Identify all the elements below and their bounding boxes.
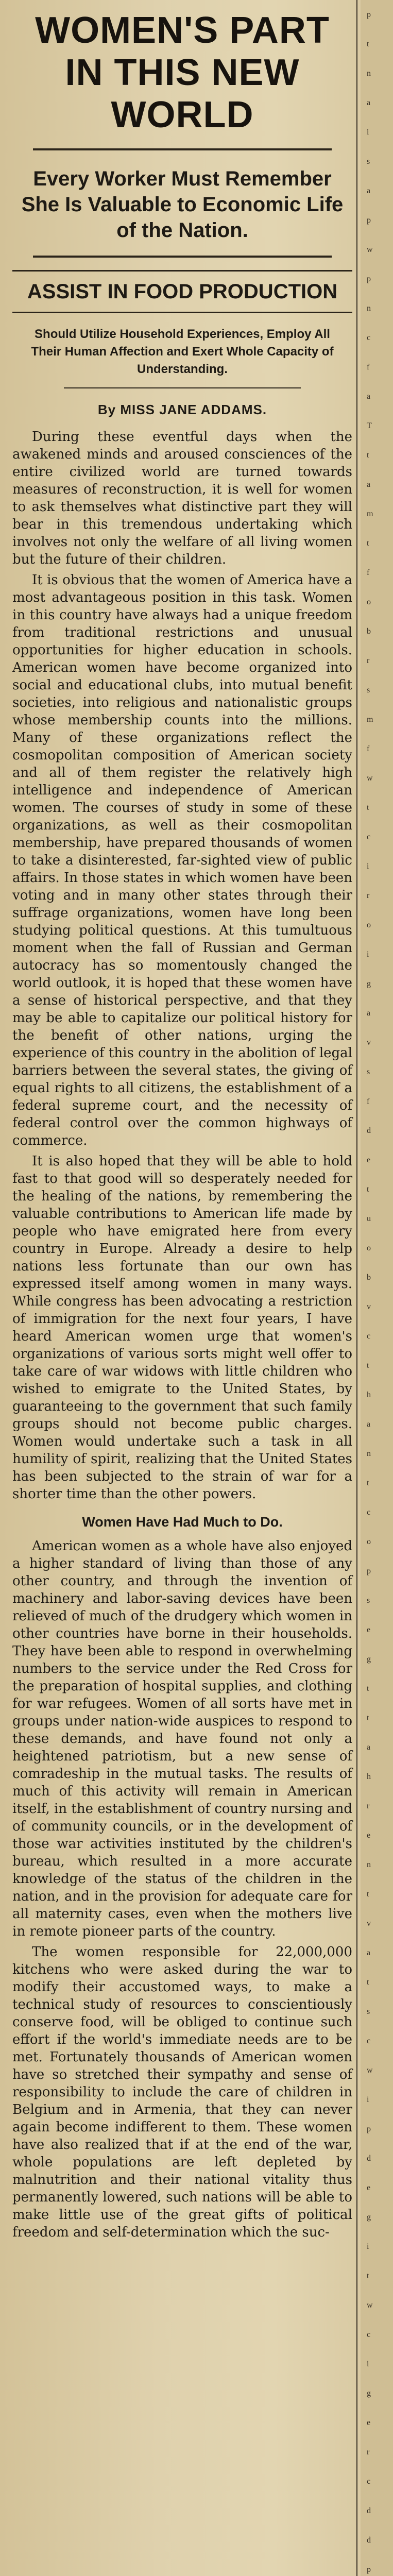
margin-fragment: g (367, 2389, 371, 2398)
margin-fragment: d (367, 2506, 371, 2515)
column-rule (356, 0, 357, 2576)
margin-fragment: a (367, 1009, 371, 1018)
paragraph: It is obvious that the women of America have a most advantageous position in this task. Women in this country have always had a unique freedom from traditional restrictions and unusual opportunities for higher education in schools. American women have become organized into social and educational clubs, into mutual benefit societies, into religious and nationalistic groups whose membership counts into the millions. Many of these organizations reflect the cosmopolitan composition of American society and all of them register the relatively high intelligence and independence of American women. The courses of study in some of these organizations, as well as their cosmopolitan membership, have prepared thousands of women to take a disinterested, far-sighted view of public affairs. In those states in which women have been voting and in many other states through their suffrage organizations, women have long been studying political questions. At this tumultuous moment when the fall of Russian and German autocracy has so momentously changed the world outlook, it is hoped that these women have a sense of historical perspective, and that they may be able to capitalize our political history for the benefit of other nations, urging the experience of this country in the abolition of legal barriers between the several states, the giving of equal rights to all citizens, the establishment of a federal supreme court, and the necessity of federal control over the common highways of commerce. (12, 572, 352, 1148)
margin-fragment: v (367, 1919, 371, 1928)
margin-fragment: f (367, 363, 370, 371)
margin-fragment: n (367, 304, 371, 313)
margin-fragment: v (367, 1038, 371, 1047)
margin-fragment: r (367, 2448, 370, 2456)
margin-fragment: f (367, 744, 370, 753)
margin-fragment: e (367, 1156, 371, 1164)
margin-fragment: o (367, 921, 371, 929)
margin-fragment: u (367, 1214, 371, 1223)
margin-fragment: g (367, 1655, 371, 1664)
subhead: ASSIST IN FOOD PRODUCTION (12, 270, 352, 313)
margin-fragment: e (367, 2418, 371, 2427)
margin-fragment: i (367, 2095, 369, 2104)
margin-fragment: c (367, 2037, 371, 2045)
margin-fragment: b (367, 1273, 371, 1282)
margin-fragment: i (367, 862, 369, 871)
margin-fragment: w (367, 245, 373, 254)
margin-fragment: a (367, 187, 371, 195)
margin-fragment: a (367, 1948, 371, 1957)
margin-fragment: t (367, 1714, 369, 1722)
headline-divider (33, 148, 332, 150)
margin-fragment: i (367, 950, 369, 959)
margin-fragment: a (367, 480, 371, 489)
margin-fragment: a (367, 1420, 371, 1429)
margin-fragment: s (367, 686, 370, 694)
margin-fragment: r (367, 1802, 370, 1810)
paragraph: It is also hoped that they will be able to hold fast to that good will so desperately needed for the healing of the nations, by remembering the valuable contributions to American life made by people who have emigrated here from every country in Europe. Already a desire to help nations less fortunate than our own has expressed itself among women in many ways. While congress has been advocating a restriction of immigration for the next four years, I have heard American women urge that women's organizations of various sorts might well offer to take care of war widows with little children who wished to emigrate to the United States, by guaranteeing to the government that such family groups should not become public charges. Women would undertake such a task in all humility of spirit, realizing that the United States has been subjected to the strain of war for a shorter time than the other powers. (12, 1154, 352, 1502)
margin-fragment: i (367, 128, 369, 137)
margin-fragment: i (367, 2360, 369, 2368)
margin-fragment: o (367, 598, 371, 606)
margin-fragment: f (367, 1097, 370, 1106)
paragraph: American women as a whole have also enjoyed a higher standard of living than those of any other country, and through the invention of machinery and labor-saving devices have been relieved of much of the drudgery which women in other countries have borne in their households. They have been able to respond in overwhelming numbers to the service under the Red Cross for the preparation of hospital supplies, and clothing for war refugees. Women of all sorts have met in groups under nation-wide auspices to respond to these demands, and have found not only a heightened patriotism, but a new sense of comradeship in the mutual tasks. The results of much of this activity will remain in American itself, in the establishment of country nursing and of community councils, or in the development of those war activities instituted by the children's bureau, which resulted in a more accurate knowledge of the status of the children in the nation, and in the provision for adequate care for all maternity cases, even when the mothers live in remote pioneer parts of the country. (12, 1538, 352, 1939)
margin-fragment: c (367, 2330, 371, 2339)
margin-fragment: p (367, 216, 371, 225)
margin-fragment: e (367, 2183, 371, 2192)
margin-fragment: r (367, 891, 370, 900)
margin-fragment: w (367, 2066, 373, 2075)
margin-fragment: t (367, 1890, 369, 1899)
subdeck: Should Utilize Household Experiences, Employ All Their Human Affection and Exert Whole Capacity of Understanding. (31, 327, 334, 376)
margin-fragment: t (367, 1185, 369, 1194)
margin-fragment: w (367, 2301, 373, 2310)
margin-fragment: n (367, 69, 371, 78)
margin-fragment: t (367, 1361, 369, 1370)
margin-fragment: a (367, 392, 371, 401)
margin-fragment: a (367, 98, 371, 107)
margin-fragment: o (367, 1537, 371, 1546)
margin-fragment: t (367, 539, 369, 548)
margin-fragment: d (367, 1126, 371, 1135)
margin-fragment: T (367, 421, 372, 430)
byline: By MISS JANE ADDAMS. (97, 402, 267, 417)
margin-fragment: t (367, 1978, 369, 1987)
margin-fragment: d (367, 2536, 371, 2545)
margin-fragment: g (367, 979, 371, 988)
margin-fragment: s (367, 1596, 370, 1605)
margin-fragment: t (367, 2272, 369, 2280)
margin-fragment: i (367, 2242, 369, 2251)
margin-fragment: f (367, 568, 370, 577)
margin-fragment: t (367, 1684, 369, 1693)
margin-fragment: n (367, 1449, 371, 1458)
margin-fragment: c (367, 833, 371, 841)
margin-fragment: m (367, 715, 373, 724)
margin-fragment: b (367, 627, 371, 636)
deck: Every Worker Must Remember She Is Valuable to Economic Life of the Nation. (21, 167, 344, 242)
article-column (12, 5, 352, 2244)
margin-fragment: t (367, 40, 369, 48)
margin-fragment: c (367, 333, 371, 342)
paragraph: During these eventful days when the awakened minds and aroused consciences of the entire civilized world are turned towards measures of reconstruction, it is well for women to ask themselves what distinctive part they will bear in this tremendous undertaking which involves not only the welfare of all living women but the future of their children. (12, 429, 352, 567)
margin-fragment: c (367, 2477, 371, 2486)
paragraph: The women responsible for 22,000,000 kitchens who were asked during the war to modify their accustomed ways, to make a technical study of resources to conscientiously conserve food, will be obliged to continue such effort if the world's immediate needs are to be met. Fortunately thousands of American women have so stretched their sympathy and sense of responsibility to include the care of children in Belgium and in Armenia, that they can never again become indifferent to them. These women have also realized that if at the end of the war, whole populations are left depleted by malnutrition and their national vitality thus permanently lowered, such nations will be able to make little use of the great gifts of political freedom and self-determination which the suc- (12, 1944, 352, 2240)
margin-fragment: c (367, 1508, 371, 1517)
margin-fragment: t (367, 1479, 369, 1487)
margin-fragment: s (367, 2007, 370, 2016)
margin-fragment: e (367, 1625, 371, 1634)
margin-fragment: p (367, 275, 371, 283)
margin-fragment: v (367, 1302, 371, 1311)
headline: WOMEN'S PART IN THIS NEW WORLD (35, 10, 330, 135)
adjacent-column-fragment (361, 0, 393, 2576)
margin-fragment: m (367, 510, 373, 518)
margin-fragment: r (367, 656, 370, 665)
margin-fragment: h (367, 1391, 371, 1399)
margin-fragment: g (367, 2213, 371, 2222)
margin-fragment: c (367, 1332, 371, 1341)
margin-fragment: p (367, 2565, 371, 2574)
margin-fragment: o (367, 1244, 371, 1252)
margin-fragment: p (367, 2125, 371, 2133)
deck-divider (33, 256, 332, 258)
margin-fragment: d (367, 2154, 371, 2163)
margin-fragment: e (367, 1831, 371, 1840)
margin-fragment: p (367, 10, 371, 19)
subdeck-divider (64, 387, 301, 388)
margin-fragment: h (367, 1772, 371, 1781)
section-heading: Women Have Had Much to Do. (82, 1514, 283, 1530)
margin-fragment: p (367, 1567, 371, 1575)
margin-fragment: n (367, 1860, 371, 1869)
margin-fragment: s (367, 157, 370, 166)
margin-fragment: s (367, 1067, 370, 1076)
margin-fragment: w (367, 774, 373, 783)
margin-fragment: t (367, 451, 369, 460)
margin-fragment: t (367, 803, 369, 812)
margin-fragment: a (367, 1743, 371, 1752)
